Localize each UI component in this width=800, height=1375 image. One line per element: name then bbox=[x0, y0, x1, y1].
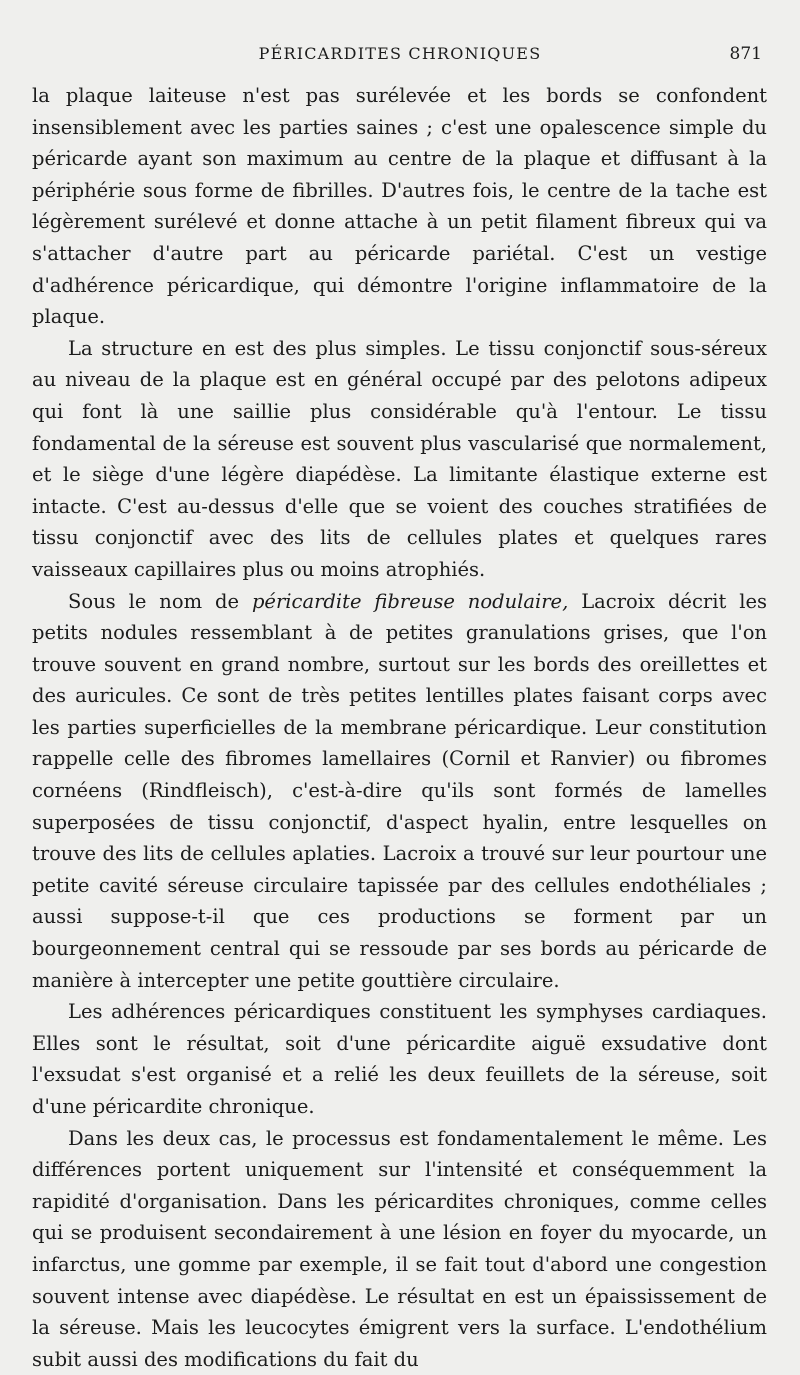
paragraph-3-rest: Lacroix décrit les petits nodules ressemblant à de petites granulations grises, que l'on trouve souvent en grand nombre, surtout sur les bords des oreillettes et des auricules. Ce sont de très petites lentilles plates faisant corps avec les parties superficielles de la membrane péricardique. Leur constitution rappelle celle des fibromes lamellaires (Cornil et Ranvier) ou fibromes cornéens (Rindfleisch), c'est-à-dire qu'ils sont formés de lamelles superposées de tissu conjonctif, d'aspect hyalin, entre lesquelles on trouve des lits de cellules aplaties. Lacroix a trouvé sur leur pourtour une petite cavité séreuse circulaire tapissée par des cellules endothéliales ; aussi suppose-t-il que ces productions se forment par un bourgeonnement central qui se ressoude par ses bords au péricarde de manière à intercepter une petite gouttière circulaire. bbox=[32, 589, 767, 992]
paragraph-3-emphasis: péricardite fibreuse nodulaire, bbox=[251, 589, 569, 613]
body-text bbox=[32, 80, 767, 1375]
page-header bbox=[0, 40, 800, 74]
paragraph-3 bbox=[32, 586, 767, 997]
page-number: 871 bbox=[729, 44, 762, 64]
paragraph-3-lead: Sous le nom de bbox=[68, 589, 252, 613]
paragraph-1: la plaque laiteuse n'est pas surélevée et les bords se confondent insensiblement avec les parties saines ; c'est une opalescence simple du péricarde ayant son maximum au centre de la plaque et diffusant à la périphérie sous forme de fibrilles. D'autres fois, le centre de la tache est légèrement surélevé et donne attache à un petit filament fibreux qui va s'attacher d'autre part au péricarde pariétal. C'est un vestige d'adhérence péricardique, qui démontre l'origine inflammatoire de la plaque. bbox=[32, 84, 767, 329]
paragraph-2: La structure en est des plus simples. Le tissu conjonctif sous-séreux au niveau de la plaque est en général occupé par des pelotons adipeux qui font là une saillie plus considérable qu'à l'entour. Le tissu fondamental de la séreuse est souvent plus vascularisé que normalement, et le siège d'une légère diapédèse. La limitante élastique externe est intacte. C'est au-dessus d'elle que se voient des couches stratifiées de tissu conjonctif avec des lits de cellules plates et quelques rares vaisseaux capillaires plus ou moins atrophiés. bbox=[32, 336, 767, 581]
paragraph-4: Les adhérences péricardiques constituent les symphyses cardiaques. Elles sont le résultat, soit d'une péricardite aiguë exsudative dont l'exsudat s'est organisé et a relié les deux feuillets de la séreuse, soit d'une péricardite chronique. bbox=[32, 1000, 767, 1118]
paragraph-5: Dans les deux cas, le processus est fondamentalement le même. Les différences portent uniquement sur l'intensité et conséquemment la rapidité d'organisation. Dans les péricardites chroniques, comme celles qui se produisent secondairement à une lésion en foyer du myocarde, un infarctus, une gomme par exemple, il se fait tout d'abord une congestion souvent intense avec diapédèse. Le résultat en est un épaississement de la séreuse. Mais les leucocytes émigrent vers la surface. L'endothélium subit aussi des modifications du fait du bbox=[32, 1126, 767, 1371]
running-title: PÉRICARDITES CHRONIQUES bbox=[258, 44, 542, 63]
